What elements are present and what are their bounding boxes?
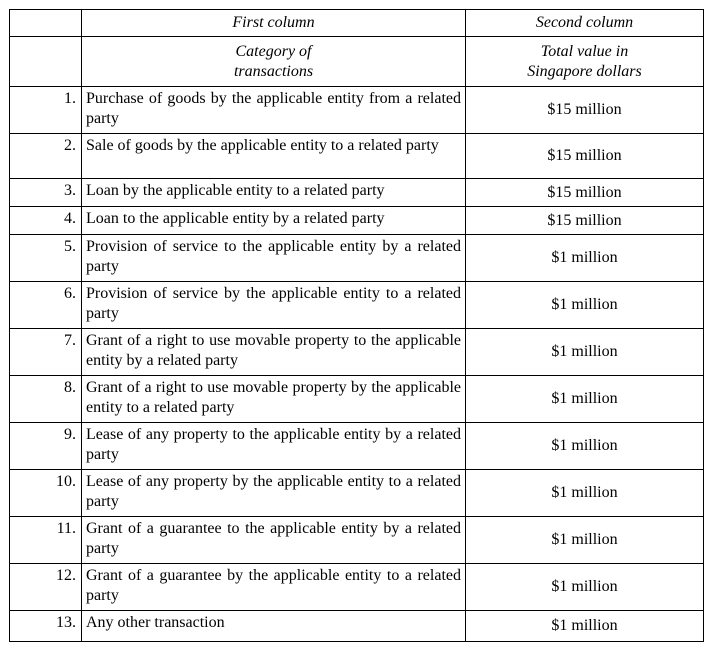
row-value: $1 million (466, 376, 704, 423)
row-number: 3. (10, 179, 82, 207)
row-number: 8. (10, 376, 82, 423)
row-value: $1 million (466, 470, 704, 517)
row-value: $15 million (466, 207, 704, 235)
table-row (10, 611, 704, 642)
row-number: 6. (10, 282, 82, 329)
row-category: Lease of any property to the applicable entity by a related party (82, 423, 466, 470)
table-row (10, 470, 704, 517)
row-category: Loan by the applicable entity to a related party (82, 179, 466, 207)
row-category: Any other transaction (82, 611, 466, 642)
row-value: $1 million (466, 564, 704, 611)
table-row (10, 235, 704, 282)
row-value: $15 million (466, 134, 704, 179)
row-category: Grant of a right to use movable property to the applicable entity by a related party (82, 329, 466, 376)
total-value-header (466, 37, 704, 87)
row-value: $1 million (466, 282, 704, 329)
row-number: 12. (10, 564, 82, 611)
category-header-line1: Category of (235, 42, 312, 60)
row-category: Grant of a guarantee by the applicable entity to a related party (82, 564, 466, 611)
row-number: 10. (10, 470, 82, 517)
table-row (10, 179, 704, 207)
header-corner-cell (10, 10, 82, 37)
row-number: 2. (10, 134, 82, 179)
row-category: Sale of goods by the applicable entity to a related party (82, 134, 466, 179)
row-category: Lease of any property by the applicable entity to a related party (82, 470, 466, 517)
row-value: $15 million (466, 179, 704, 207)
table-row (10, 282, 704, 329)
subheader-corner-cell (10, 37, 82, 87)
category-of-transactions-header (82, 37, 466, 87)
related-party-transactions-table (9, 9, 704, 642)
row-value: $1 million (466, 611, 704, 642)
row-number: 9. (10, 423, 82, 470)
table-subheader-row (10, 37, 704, 87)
row-category: Grant of a right to use movable property by the applicable entity to a related party (82, 376, 466, 423)
second-column-header: Second column (466, 10, 704, 37)
row-number: 5. (10, 235, 82, 282)
row-value: $1 million (466, 517, 704, 564)
table-header-row (10, 10, 704, 37)
row-value: $1 million (466, 235, 704, 282)
first-column-header: First column (82, 10, 466, 37)
table-row (10, 423, 704, 470)
row-category: Loan to the applicable entity by a related party (82, 207, 466, 235)
row-value: $1 million (466, 329, 704, 376)
row-number: 4. (10, 207, 82, 235)
table-row (10, 207, 704, 235)
row-category: Provision of service to the applicable entity by a related party (82, 235, 466, 282)
row-value: $1 million (466, 423, 704, 470)
row-category: Grant of a guarantee to the applicable entity by a related party (82, 517, 466, 564)
row-category: Provision of service by the applicable entity to a related party (82, 282, 466, 329)
row-value: $15 million (466, 87, 704, 134)
table-row (10, 517, 704, 564)
row-number: 11. (10, 517, 82, 564)
category-header-line2: transactions (233, 62, 314, 80)
table-row (10, 376, 704, 423)
table-row (10, 329, 704, 376)
table-row (10, 87, 704, 134)
table-row (10, 134, 704, 179)
value-header-line1: Total value in (540, 42, 629, 60)
row-category: Purchase of goods by the applicable entity from a related party (82, 87, 466, 134)
table-row (10, 564, 704, 611)
value-header-line2: Singapore dollars (527, 62, 642, 80)
row-number: 1. (10, 87, 82, 134)
row-number: 7. (10, 329, 82, 376)
row-number: 13. (10, 611, 82, 642)
